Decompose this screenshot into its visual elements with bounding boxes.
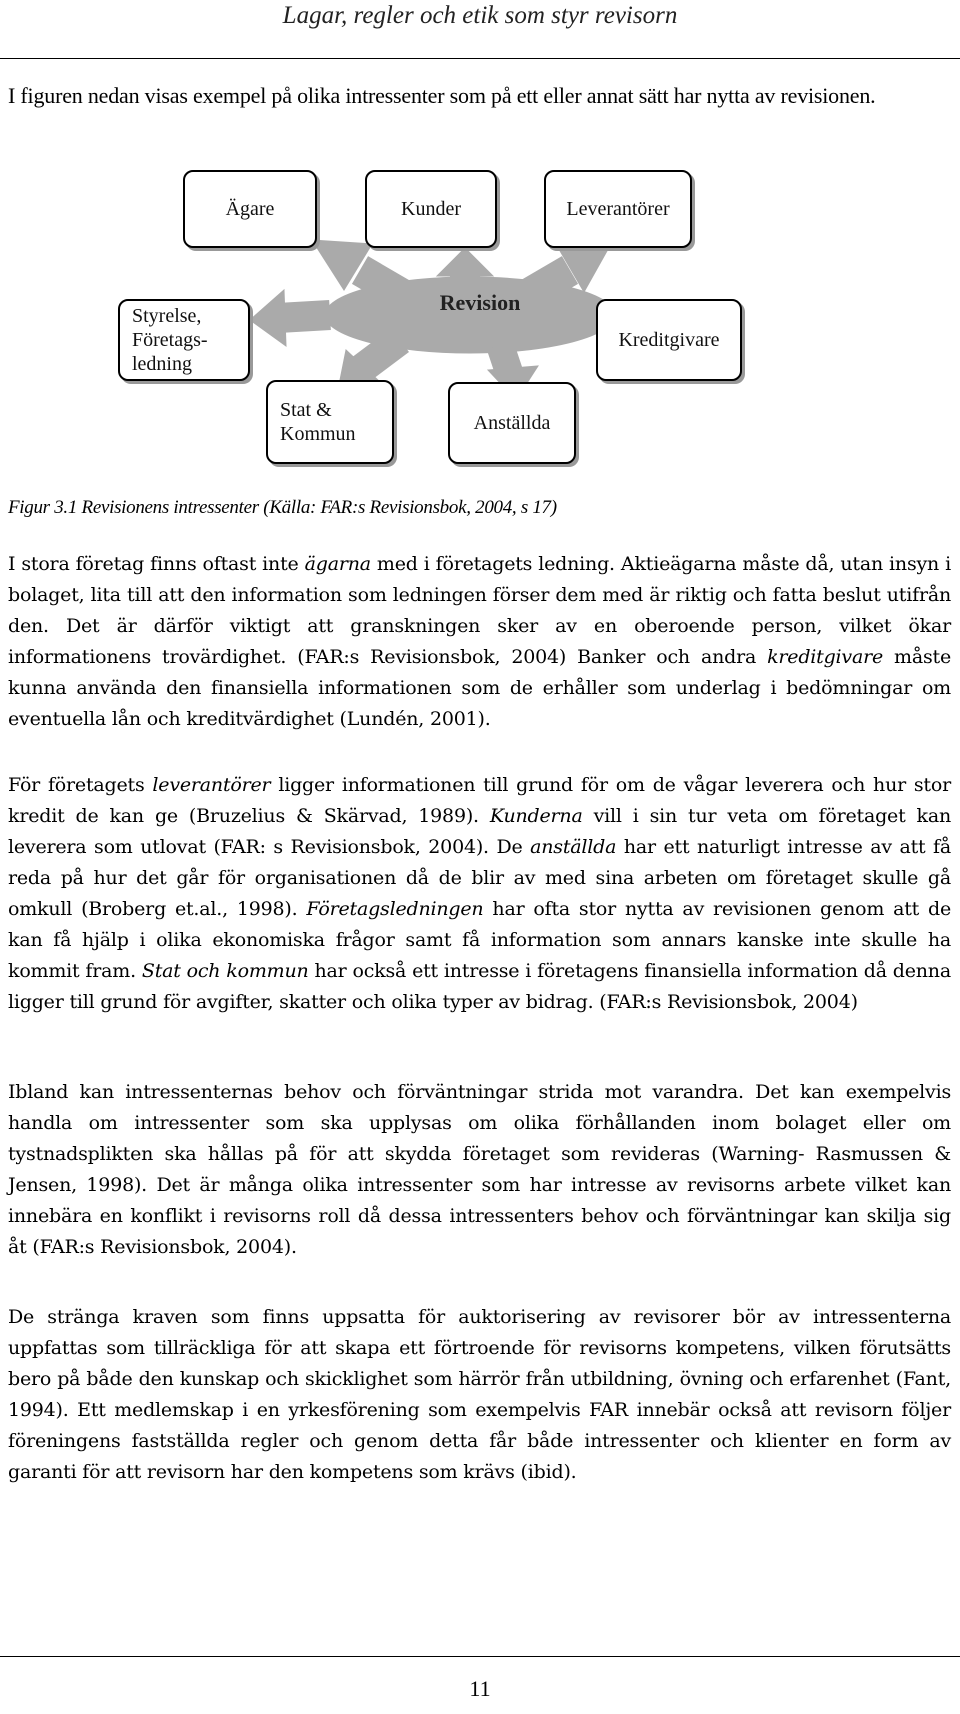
p1-emph-creditors: kreditgivare: [767, 646, 884, 668]
arrow-board-shaft: [278, 315, 330, 318]
p2-text-i: har ofta stor nytta av revisionen genom att de kan få hjälp i olika ekonomiska frågor samt få information som annars kanske inte skulle ha kommit fram.: [8, 898, 951, 982]
arrow-board-head: [250, 290, 286, 346]
footer-rule: [0, 1656, 960, 1657]
p2-emph-employees: anställda: [530, 836, 617, 858]
page-number: 11: [469, 1676, 491, 1701]
p2-text-g: har ett naturligt intresse av att få reda på hur det går för organisationen då de blir av med sina arbeten om företaget skulle gå omkull (Broberg et.al., 1998).: [8, 836, 951, 920]
box-suppliers: [544, 170, 692, 248]
board-label-line3: ledning: [132, 353, 192, 375]
box-board: [118, 299, 250, 381]
paragraph-1: [8, 549, 951, 735]
creditors-label: Kreditgivare: [618, 328, 720, 351]
p2-emph-customers: Kunderna: [489, 805, 583, 827]
customers-label: Kunder: [401, 197, 461, 220]
box-employees: [448, 382, 576, 464]
board-label-line1: Styrelse,: [132, 305, 202, 327]
arrow-state-shaft: [360, 340, 400, 370]
paragraph-4: De stränga kraven som finns uppsatta för auktorisering av revisorer bör av intressenterna uppfattas som tillräckliga för att skapa ett förtroende för revisorns kompetens, vilken förutsätts bero på både den kunskap och skicklighet som härrör från utbildning, övning och erfarenhet (Fant, 1994). Ett medlemskap i en yrkesförening som exempelvis FAR innebär också att revisorn följer föreningens fastställda regler och genom detta får både intressenter och klienter en form av garanti för att revisorn har den kompetens som krävs (ibid).: [8, 1306, 951, 1483]
paragraph-3: Ibland kan intressenternas behov och förväntningar strida mot varandra. Det kan exempelvis handla om intressenter som ska upplysas om olika förhållanden inom bolaget eller om tystnadsplikten ska hållas på för att skydda företaget som revideras (Warning- Rasmussen & Jensen, 1998). Det är många olika intressenter som har intresse av revisorns arbete vilket kan innebära en konflikt i revisorns roll då dessa intressenters behov och förväntningar kan skilja sig åt (FAR:s Revisionsbok, 2004).: [8, 1081, 951, 1258]
p2-text-k: har också ett intresse i företagens finansiella information då denna ligger till grund för avgifter, skatter och olika typer av bidrag. (FAR:s Revisionsbok, 2004): [8, 960, 951, 1013]
p1-text-a: I stora företag finns oftast inte: [8, 553, 305, 575]
stakeholder-diagram: [0, 170, 960, 515]
state-label-line1: Stat &: [280, 399, 332, 421]
owners-label: Ägare: [225, 197, 275, 220]
figure-caption: Figur 3.1 Revisionens intressenter (Källa: FAR:s Revisionsbok, 2004, s 17): [8, 497, 557, 518]
box-state: [266, 380, 394, 464]
board-label-line2: Företags-: [132, 329, 208, 351]
p1-emph-owners: ägarna: [304, 553, 371, 575]
p2-emph-management: Företagsledningen: [306, 898, 484, 920]
arrow-customers-head: [437, 248, 493, 276]
p2-text-c: ligger informationen till grund för om de vågar leverera och hur stor kredit de kan ge (Bruzelius & Skärvad, 1989).: [8, 774, 951, 827]
suppliers-label: Leverantörer: [566, 197, 670, 220]
intro-paragraph: I figuren nedan visas exempel på olika intressenter som på ett eller annat sätt har nytta av revisionen.: [8, 83, 876, 108]
p2-text-e: vill i sin tur veta om företaget kan leverera som utlovat (FAR: s Revisionsbok, 2004). De: [8, 805, 951, 858]
box-customers: [365, 170, 497, 248]
p1-text-c: med i företagets ledning. Aktieägarna måste då, utan insyn i bolaget, lita till att den information som ledningen förser dem med är riktig och fatta beslut utifrån den. Det är därför viktigt att granskningen sker av en oberoende person, vilket ökar informationens trovärdighet. (FAR:s Revisionsbok, 2004) Banker och andra: [8, 553, 951, 668]
p2-emph-state: Stat och kommun: [141, 960, 309, 982]
employees-label: Anställda: [473, 411, 551, 434]
p2-text-a: För företagets: [8, 774, 153, 796]
revision-label: Revision: [439, 290, 521, 315]
state-label-line2: Kommun: [280, 423, 356, 445]
header-rule: [0, 58, 960, 59]
box-creditors: [596, 299, 742, 381]
box-owners: [183, 170, 317, 248]
running-header: Lagar, regler och etik som styr revisorn: [282, 2, 678, 29]
p2-emph-suppliers: leverantörer: [152, 774, 271, 796]
p1-text-e: måste kunna använda den finansiella informationen som de erhåller som underlag i bedömningar om eventuella lån och kreditvärdighet (Lundén, 2001).: [8, 646, 951, 730]
paragraph-2: [8, 770, 951, 1018]
